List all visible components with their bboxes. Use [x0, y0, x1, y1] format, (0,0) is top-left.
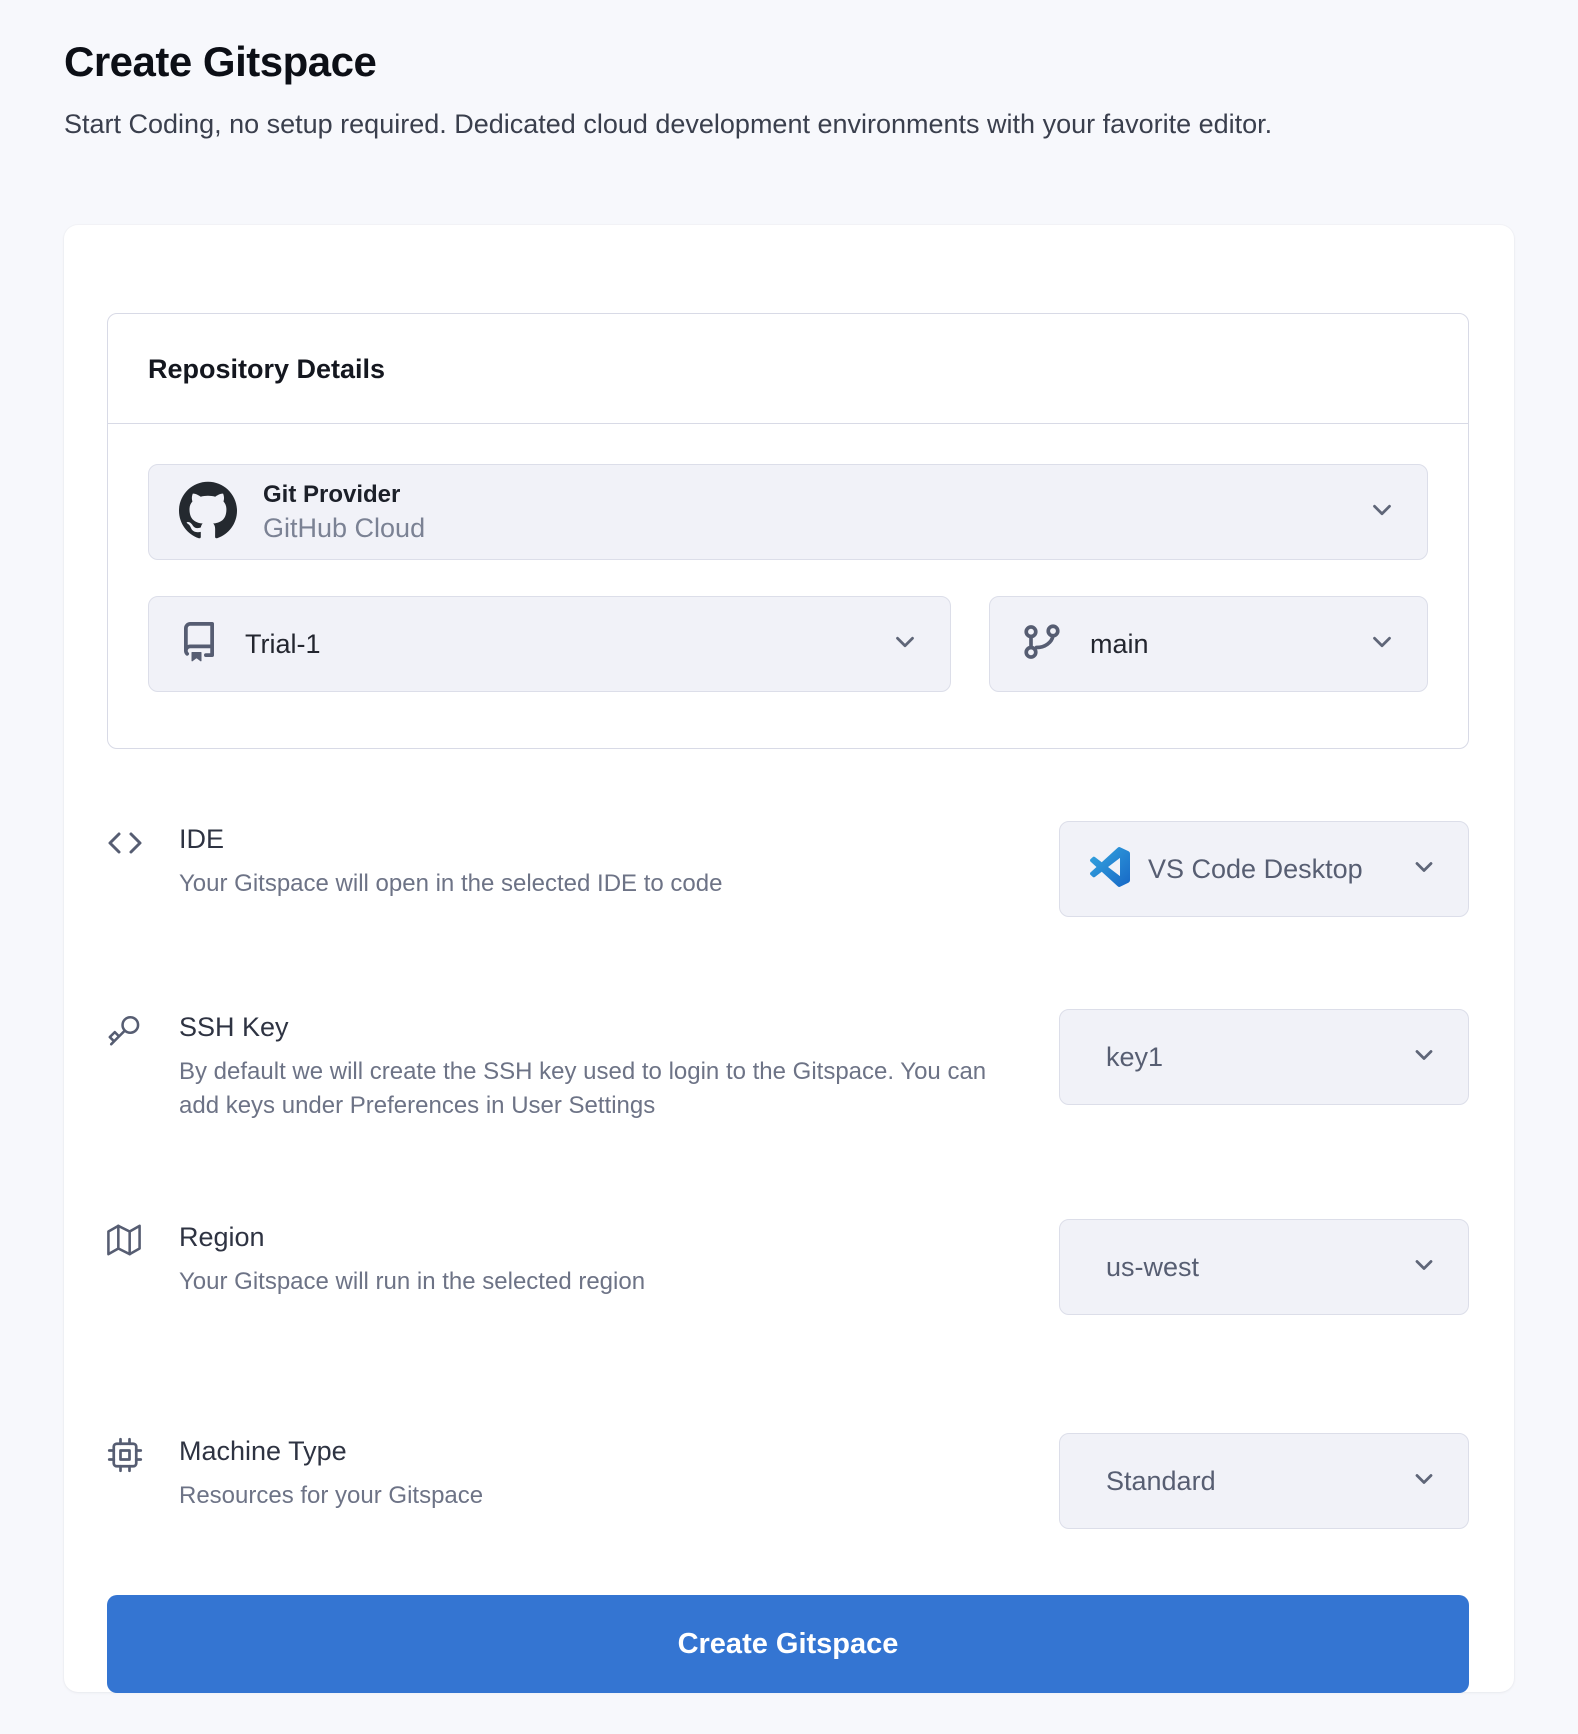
repository-details-body — [108, 424, 1468, 748]
machine-type-select[interactable] — [1059, 1433, 1469, 1529]
git-provider-labels — [263, 480, 425, 545]
chevron-down-icon — [1410, 1465, 1438, 1498]
map-icon — [107, 1219, 179, 1262]
machine-type-description: Resources for your Gitspace — [179, 1482, 484, 1509]
ide-title: IDE — [179, 824, 225, 854]
chevron-down-icon — [1410, 1251, 1438, 1284]
repository-select[interactable] — [148, 596, 951, 692]
chevron-down-icon — [1367, 627, 1397, 662]
region-description: Your Gitspace will run in the selected region — [179, 1268, 646, 1295]
repository-details-section — [107, 313, 1469, 749]
ssh-key-title: SSH Key — [179, 1012, 289, 1042]
repo-branch-row — [148, 596, 1428, 692]
ide-setting-row — [107, 821, 1469, 917]
branch-value: main — [1090, 628, 1149, 659]
machine-type-value: Standard — [1106, 1465, 1216, 1496]
git-provider-select[interactable] — [148, 464, 1428, 560]
chevron-down-icon — [890, 627, 920, 662]
region-value: us-west — [1106, 1251, 1200, 1282]
ssh-key-select[interactable] — [1059, 1009, 1469, 1105]
vscode-icon — [1090, 847, 1130, 892]
repository-value: Trial-1 — [245, 628, 321, 659]
code-icon — [107, 821, 179, 866]
branch-select[interactable] — [989, 596, 1428, 692]
repository-details-heading: Repository Details — [148, 354, 386, 384]
ssh-key-setting-text — [179, 1009, 1059, 1123]
ide-description: Your Gitspace will open in the selected IDE to code — [179, 870, 723, 897]
region-select[interactable] — [1059, 1219, 1469, 1315]
machine-type-setting-row — [107, 1433, 1469, 1529]
ssh-key-description: By default we will create the SSH key used to login to the Gitspace. You can add keys under Preferences in User Settings — [179, 1058, 987, 1119]
key-icon — [107, 1009, 179, 1052]
git-provider-label: Git Provider — [263, 480, 401, 508]
ssh-key-setting-row — [107, 1009, 1469, 1123]
git-provider-value: GitHub Cloud — [263, 512, 426, 543]
ssh-key-value: key1 — [1106, 1041, 1164, 1072]
chevron-down-icon — [1410, 853, 1438, 886]
chevron-down-icon — [1410, 1041, 1438, 1074]
git-branch-icon — [1020, 620, 1064, 669]
region-setting-text — [179, 1219, 1059, 1299]
ide-setting-text — [179, 821, 1059, 901]
machine-type-setting-text — [179, 1433, 1059, 1513]
machine-type-title: Machine Type — [179, 1436, 347, 1466]
create-gitspace-card — [64, 225, 1514, 1692]
page-subtitle: Start Coding, no setup required. Dedicated cloud development environments with your favorite editor. — [64, 109, 1273, 139]
chip-icon — [107, 1433, 179, 1478]
github-icon — [179, 481, 237, 544]
region-title: Region — [179, 1222, 265, 1252]
repo-book-icon — [179, 622, 219, 667]
ide-select[interactable] — [1059, 821, 1469, 917]
region-setting-row — [107, 1219, 1469, 1315]
page-title: Create Gitspace — [64, 38, 377, 85]
repository-details-header — [108, 314, 1468, 424]
create-gitspace-button[interactable]: Create Gitspace — [107, 1595, 1469, 1693]
ide-value: VS Code Desktop — [1148, 853, 1363, 884]
chevron-down-icon — [1367, 495, 1397, 530]
